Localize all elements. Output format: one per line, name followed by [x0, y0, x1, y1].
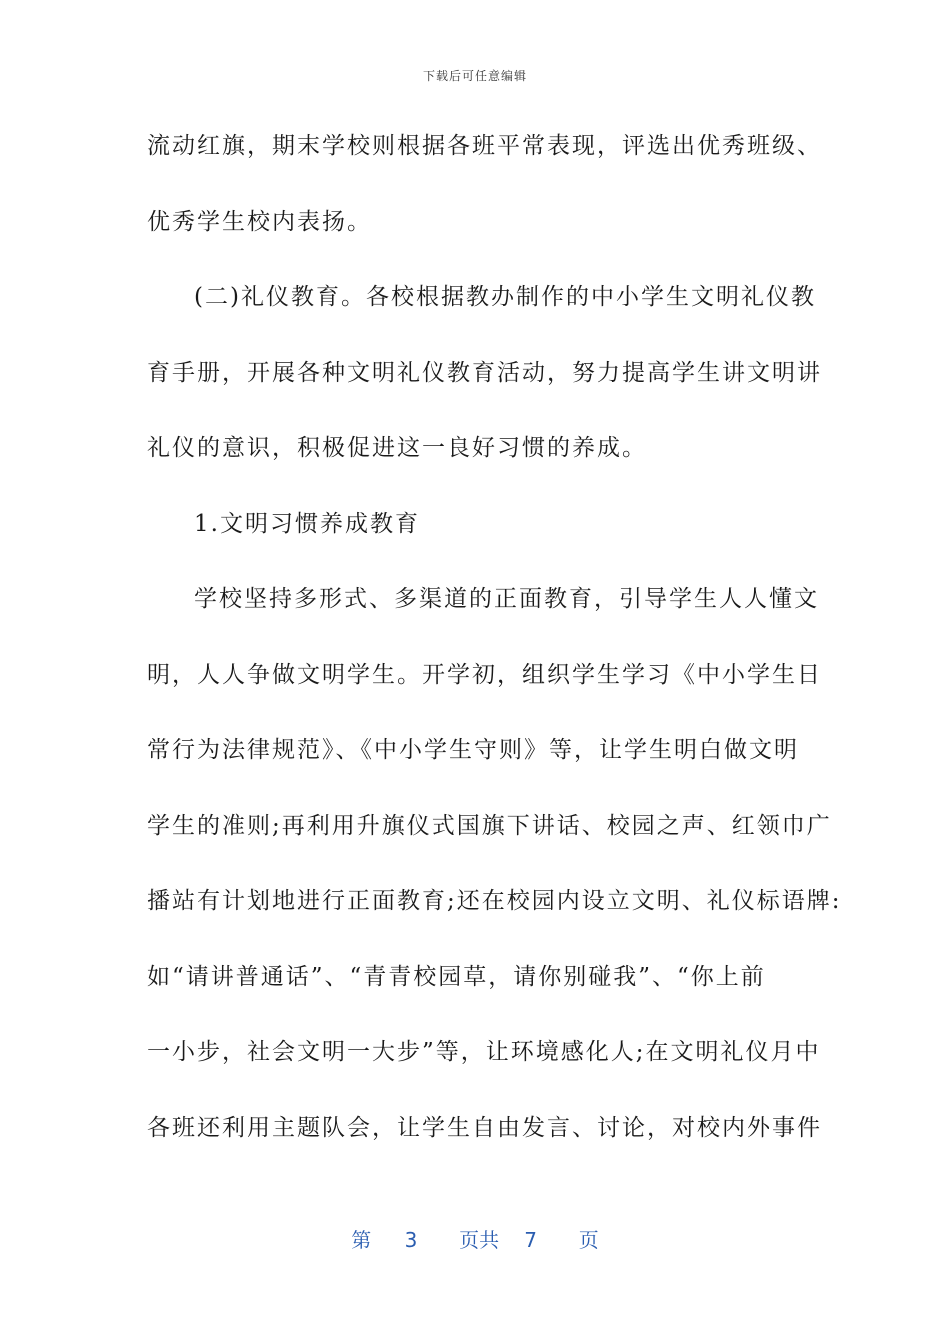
page-label-suffix: 页	[578, 1228, 599, 1252]
text-line: 学校坚持多形式、多渠道的正面教育，引导学生人人懂文	[194, 586, 819, 612]
text-line: 流动红旗，期末学校则根据各班平常表现，评选出优秀班级、	[147, 133, 822, 159]
text-line: 明，人人争做文明学生。开学初，组织学生学习《中小学生日	[147, 661, 822, 688]
page-footer	[0, 1224, 950, 1253]
text-line: 优秀学生校内表扬。	[147, 208, 372, 235]
total-pages-number: 7	[524, 1228, 537, 1252]
text-line: 如“请讲普通话”、“青青校园草，请你别碰我”、“你上前	[147, 963, 766, 990]
page-label-mid: 页共	[459, 1228, 500, 1252]
text-line: 各班还利用主题队会，让学生自由发言、讨论，对校内外事件	[147, 1114, 822, 1141]
header-note: 下载后可任意编辑	[422, 69, 527, 83]
text-line: 一小步，社会文明一大步”等，让环境感化人;在文明礼仪月中	[147, 1039, 821, 1065]
page-label-prefix: 第	[351, 1228, 372, 1252]
document-body	[147, 118, 842, 1175]
text-line: 播站有计划地进行正面教育;还在校园内设立文明、礼仪标语牌:	[147, 888, 842, 914]
text-line: 育手册，开展各种文明礼仪教育活动，努力提高学生讲文明讲	[147, 359, 822, 386]
section-heading: 1.文明习惯养成教育	[194, 510, 420, 537]
text-line: (二)礼仪教育。各校根据教办制作的中小学生文明礼仪教	[194, 284, 816, 310]
text-line: 常行为法律规范》、《中小学生守则》等，让学生明白做文明	[147, 737, 799, 763]
text-line: 礼仪的意识，积极促进这一良好习惯的养成。	[147, 435, 647, 461]
text-line: 学生的准则;再利用升旗仪式国旗下讲话、校园之声、红领巾广	[147, 812, 832, 839]
current-page-number: 3	[404, 1228, 418, 1252]
